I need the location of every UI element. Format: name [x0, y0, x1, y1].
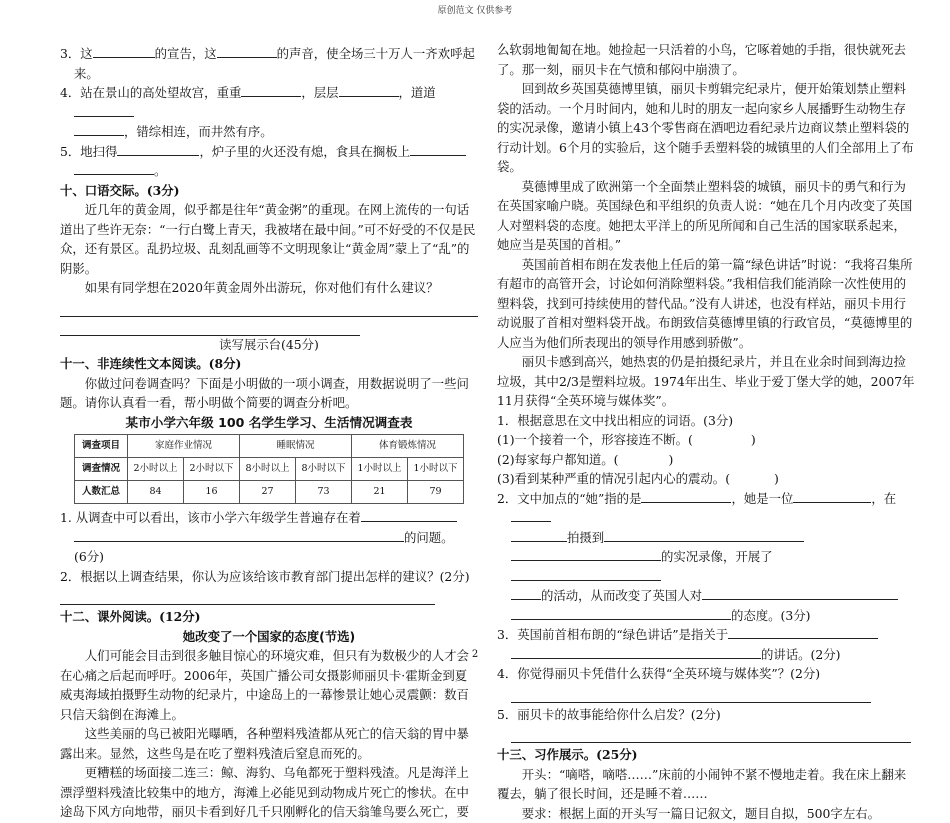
- q2-blank-1[interactable]: [641, 490, 731, 503]
- q2-text-f: 的活动，从而改变了英国人对: [541, 588, 702, 603]
- story-paragraph: 人们可能会目击到很多触目惊心的环境灾难，但只有为数极少的人才会在心痛之后起而呼吁。2006年，英国广播公司女摄影师丽贝卡·霍斯金到夏威夷海域拍摄野生动物的纪录片，中途岛上的一幕惨景让她心灵震颤：数百只信天翁倒在海滩上。: [60, 646, 478, 724]
- q3-text-b: 的讲话。(2分): [761, 647, 841, 662]
- table-header-cell: 体育锻炼情况: [352, 435, 464, 458]
- q2-text-a: 2．文中加点的“她”指的是: [497, 491, 641, 506]
- table-cell: 79: [408, 481, 464, 504]
- q1-3-text: (3)看到某种严重的情况引起内心的震动。(: [497, 471, 730, 486]
- table-row: [75, 435, 464, 458]
- q4-blank-4[interactable]: [74, 123, 124, 136]
- table-row: [75, 458, 464, 481]
- table-cell: 1小时以上: [352, 458, 408, 481]
- table-cell: 8小时以上: [240, 458, 296, 481]
- q2-blank-7[interactable]: [511, 568, 661, 581]
- table-header-cell: 睡眠情况: [240, 435, 352, 458]
- story-paragraph: 更糟糕的场面接二连三：鲸、海豹、乌龟都死于塑料残渣。凡是海洋上漂浮塑料残渣比较集中的地方，海滩上必能见到动物成片死亡的惨状。在中途岛下风方向地带，丽贝卡看到好几千只刚孵化的信天翁雏鸟要么死亡，要: [60, 763, 478, 822]
- q3-text-c: 的声音，使全场三十万人一齐欢呼起: [277, 46, 475, 61]
- table-cell: 8小时以下: [296, 458, 352, 481]
- q5-blank-2[interactable]: [410, 143, 466, 156]
- close-paren: ): [751, 432, 756, 447]
- section-11-intro: 你做过问卷调查吗？下面是小明做的一项小调查，用数据说明了一些问题。请你认真看一看，帮小明做个简要的调查分析吧。: [60, 374, 478, 413]
- survey-table: [74, 434, 464, 504]
- story-paragraph: 这些美丽的鸟已被阳光曝晒，各种塑料残渣都从死亡的信天翁的胃中暴露出来。显然，这些鸟是在吃了塑料残渣后窒息而死的。: [60, 724, 478, 763]
- section-13-title: 十三、习作展示。(25分): [497, 745, 917, 765]
- q2-blank-5[interactable]: [604, 529, 804, 542]
- answer-line[interactable]: [60, 588, 435, 605]
- q2-blank-9[interactable]: [702, 587, 898, 600]
- story-paragraph: 么软弱地匍匐在地。她捡起一只活着的小鸟，它啄着她的手指，很快就死去了。那一刻，丽贝卡在气愤和郁闷中崩溃了。: [497, 40, 917, 79]
- s11-q1-text-a: 1. 从调查中可以看出，该市小学六年级学生普遍存在着: [60, 510, 361, 525]
- q3-blank-1[interactable]: [93, 45, 155, 58]
- close-paren: ): [774, 471, 779, 486]
- close-paren: ): [669, 452, 674, 467]
- q2-blank-6[interactable]: [511, 548, 661, 561]
- answer-line[interactable]: [511, 686, 871, 703]
- page-header: 原创范文 仅供参考: [0, 3, 950, 16]
- q3-text-a: 3．英国前首相布朗的“绿色讲话”是指关于: [497, 627, 728, 642]
- table-row-label: 调查情况: [75, 458, 128, 481]
- reading-question-4: 4．你觉得丽贝卡凭借什么获得“全英环境与媒体奖”？(2分): [497, 664, 917, 684]
- right-column: [497, 40, 917, 823]
- survey-table-title: 某市小学六年级 100 名学生学习、生活情况调查表: [60, 413, 478, 433]
- reading-question-5: 5．丽贝卡的故事能给你什么启发？(2分): [497, 705, 917, 725]
- q2-text-e: 的实况录像，开展了: [661, 549, 773, 564]
- q5-blank-3[interactable]: [74, 162, 154, 175]
- q2-text-c: ，在: [871, 491, 896, 506]
- q4-text-c: ，道道: [399, 85, 436, 100]
- q3-text-b: 的宣告，这: [155, 46, 217, 61]
- q4-blank-1[interactable]: [241, 84, 301, 97]
- q4-text-a: 4．站在景山的高处望故宫，重重: [60, 85, 241, 100]
- q5-text-b: ，炉子里的火还没有熄，食具在搁板上: [199, 144, 410, 159]
- story-title: 她改变了一个国家的态度(节选): [60, 627, 478, 647]
- s11-q1-blank-2[interactable]: [74, 529, 404, 542]
- table-cell: 2小时以下: [184, 458, 240, 481]
- q2-blank-10[interactable]: [511, 607, 731, 620]
- left-column: [60, 44, 478, 822]
- section-11-title: 十一、非连续性文本阅读。(8分): [60, 354, 478, 374]
- s11-q1-score: (6分): [74, 549, 104, 564]
- q2-text-g: 的态度。(3分): [731, 608, 811, 623]
- writing-prompt-requirements: 要求：根据上面的开头写一篇日记叙文，题目自拟，500字左右。: [497, 804, 917, 823]
- q5-text-a: 5．地扫得: [60, 144, 117, 159]
- table-cell: 27: [240, 481, 296, 504]
- q2-text-b: ，她是一位: [731, 491, 793, 506]
- table-cell: 21: [352, 481, 408, 504]
- question-4: [60, 83, 478, 142]
- writing-prompt-opening: 开头：“嘀嗒，嘀嗒……”床前的小闹钟不紧不慢地走着。我在床上翻来覆去，躺了很长时间，还是睡不着……: [497, 765, 917, 804]
- section-11-question-1: [60, 508, 478, 567]
- story-paragraph: 莫德博里成了欧洲第一个全面禁止塑料袋的城镇，丽贝卡的勇气和行为在英国家喻户晓。英国绿色和平组织的负责人说：“她在几个月内改变了英国人对塑料袋的态度。她把太平洋上的所见所闻和自己生活的国家联系起来，她应当是英国的首相。”: [497, 177, 917, 255]
- q4-text-b: ，层层: [301, 85, 338, 100]
- table-cell: 73: [296, 481, 352, 504]
- reading-question-1-3: [497, 469, 917, 489]
- answer-line[interactable]: [511, 726, 911, 743]
- q2-blank-4[interactable]: [511, 529, 567, 542]
- section-12-title: 十二、课外阅读。(12分): [60, 607, 478, 627]
- q3-text-d: 来。: [74, 66, 99, 81]
- q2-blank-3[interactable]: [511, 509, 551, 522]
- q2-blank-8[interactable]: [511, 587, 541, 600]
- section-11-question-2: 2．根据以上调查结果，你认为应该给该市教育部门提出怎样的建议？(2分): [60, 567, 478, 587]
- section-10-passage: 近几年的黄金周，似乎都是往年“黄金粥”的重现。在网上流传的一句话道出了些许无奈：“一行白鹭上青天，我被堵在最中间。”可不好受的不仅是民众，还有景区。乱扔垃圾、乱刻乱画等不文明现象让“黄金周”蒙上了“乱”的阴影。: [60, 200, 478, 278]
- q5-text-c: 。: [154, 163, 166, 178]
- q1-1-text: (1)一个接着一个，形容接连不断。(: [497, 432, 693, 447]
- table-cell: 84: [128, 481, 184, 504]
- q4-blank-3[interactable]: [74, 104, 134, 117]
- reading-question-1-1: [497, 430, 917, 450]
- q4-text-d: ，错综相连，而井然有序。: [124, 124, 273, 139]
- q3-text-a: 3．这: [60, 46, 93, 61]
- table-row-label: 人数汇总: [75, 481, 128, 504]
- question-3: [60, 44, 478, 83]
- table-header-cell: 调查项目: [75, 435, 128, 458]
- story-paragraph: 英国前首相布朗在发表他上任后的第一篇“绿色讲话”时说：“我将召集所有超市的高管开会，讨论如何消除塑料袋。”我相信我们能消除一次性使用的塑料袋，找到可持续使用的替代品。”没有人讲述，也没有样站，丽贝卡用行动说服了首相对塑料袋开战。布朗致信莫德博里镇的行政官员，“莫德博里的人应当为他们所表现出的领导作用感到骄傲”。: [497, 255, 917, 353]
- reading-question-2: [497, 489, 917, 626]
- q2-text-d: 拍摄到: [567, 530, 604, 545]
- table-cell: 16: [184, 481, 240, 504]
- q4-blank-2[interactable]: [339, 84, 399, 97]
- table-row: [75, 481, 464, 504]
- section-10-question: 如果有同学想在2020年黄金周外出游玩，你对他们有什么建议？: [60, 278, 478, 298]
- section-10-title: 十、口语交际。(3分): [60, 181, 478, 201]
- answer-line[interactable]: [60, 300, 478, 317]
- q3-blank-1[interactable]: [728, 626, 878, 639]
- section-divider-title: 读写展示台(45分): [60, 335, 478, 355]
- question-5: [60, 142, 478, 181]
- table-header-cell: 家庭作业情况: [128, 435, 240, 458]
- q2-blank-2[interactable]: [793, 490, 871, 503]
- reading-question-1-2: [497, 450, 917, 470]
- q3-blank-2[interactable]: [217, 45, 277, 58]
- page-number: 2: [0, 649, 950, 660]
- table-cell: 1小时以下: [408, 458, 464, 481]
- s11-q1-text-b: 的问题。: [404, 530, 454, 545]
- q5-blank-1[interactable]: [117, 143, 199, 156]
- table-cell: 2小时以上: [128, 458, 184, 481]
- q1-2-text: (2)每家每户都知道。(: [497, 452, 619, 467]
- story-paragraph: 回到故乡英国莫德博里镇，丽贝卡剪辑完纪录片，便开始策划禁止塑料袋的活动。一个月时间内，她和儿时的朋友一起向家乡人展播野生动物生存的实况录像，邀请小镇上43个零售商在酒吧边看纪录片边商议禁止塑料袋的行动计划。6个月的实验后，这个随手丢塑料袋的城镇里的人们全部用上了布袋。: [497, 79, 917, 177]
- story-paragraph: 丽贝卡感到高兴，她热衷的仍是拍摄纪录片，并且在业余时间到海边捡垃圾，其中2/3是塑料垃圾。1974年出生、毕业于爱丁堡大学的她，2007年11月获得“全英环境与媒体奖”。: [497, 352, 917, 411]
- s11-q1-blank-1[interactable]: [361, 509, 457, 522]
- answer-line[interactable]: [60, 319, 360, 336]
- reading-question-1: 1．根据意思在文中找出相应的词语。(3分): [497, 411, 917, 431]
